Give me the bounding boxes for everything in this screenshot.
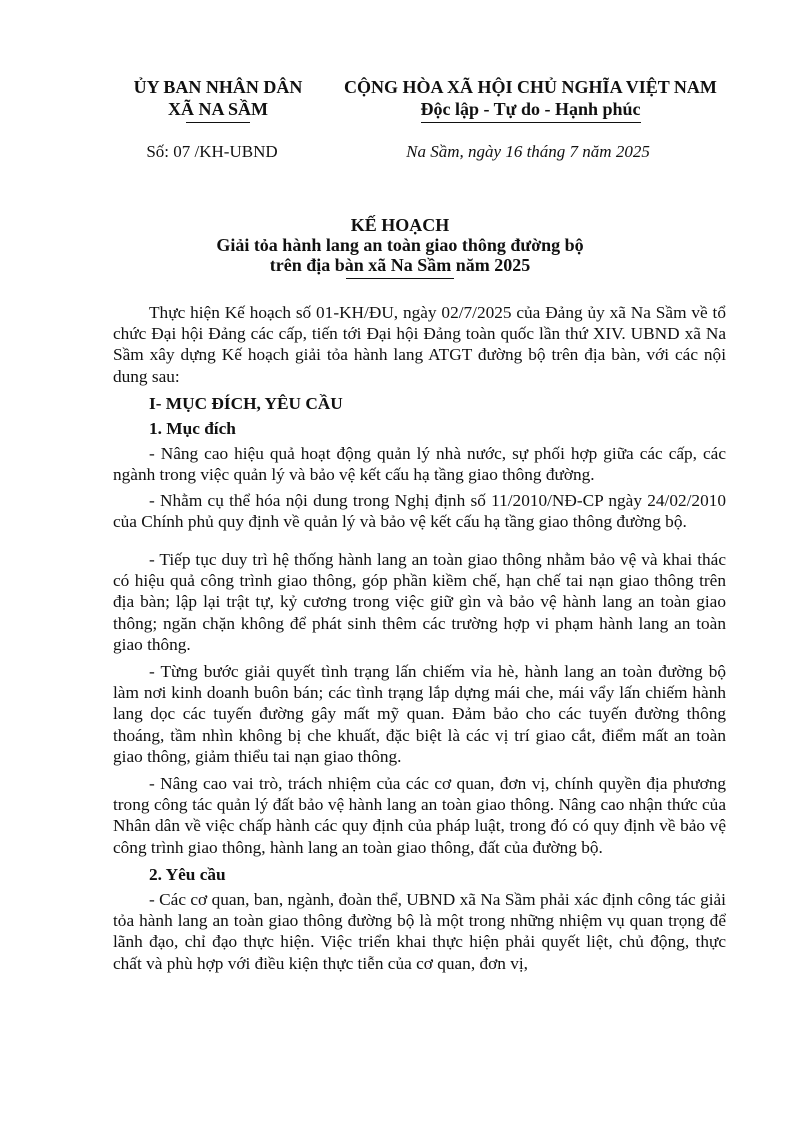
title-subject: Giải tỏa hành lang an toàn giao thông đường bộ: [216, 235, 584, 255]
national-motto: [328, 76, 733, 123]
issuing-agency: [118, 76, 318, 123]
title-scope: trên địa bàn xã Na Sầm năm 2025: [269, 255, 531, 275]
document-body: [113, 302, 726, 974]
section-heading: I- MỤC ĐÍCH, YÊU CẦU: [149, 393, 343, 413]
title-type: KẾ HOẠCH: [350, 215, 450, 235]
agency-name: ỦY BAN NHÂN DÂN: [133, 77, 303, 97]
body-paragraph: - Các cơ quan, ban, ngành, đoàn thể, UBND xã Na Sầm phải xác định công tác giải tỏa hành lang an toàn giao thông đường bộ là một trong những nhiệm vụ quan trọng để lãnh đạo, chỉ đạo thực hiện. Việc triển khai thực hiện phải quyết liệt, chủ động, thực chất và phù hợp với điều kiện thực tiễn của cơ quan, đơn vị,: [113, 890, 726, 973]
body-paragraph: - Nâng cao hiệu quả hoạt động quản lý nhà nước, sự phối hợp giữa các cấp, các ngành trong việc quản lý và bảo vệ kết cấu hạ tầng giao thông đường.: [113, 444, 726, 485]
place-date: Na Sầm, ngày 16 tháng 7 năm 2025: [406, 142, 650, 161]
body-paragraph: - Nhằm cụ thể hóa nội dung trong Nghị định số 11/2010/NĐ-CP ngày 24/02/2010 của Chính phủ quy định về quản lý và bảo vệ kết cấu hạ tầng giao thông đường bộ.: [113, 490, 726, 531]
subsection-heading: 1. Mục đích: [149, 419, 236, 439]
intro-paragraph: Thực hiện Kế hoạch số 01-KH/ĐU, ngày 02/7/2025 của Đảng ủy xã Na Sầm về tổ chức Đại hội Đảng các cấp, tiến tới Đại hội Đảng toàn quốc lần thứ XIV. UBND xã Na Sầm xây dựng Kế hoạch giải tỏa hành lang ATGT đường bộ trên địa bàn, với các nội dung sau:: [113, 303, 726, 386]
motto-underline: [421, 122, 641, 123]
document-number: Số: 07 /KH-UBND: [146, 142, 278, 161]
title-underline: [346, 278, 454, 279]
body-paragraph: - Tiếp tục duy trì hệ thống hành lang an toàn giao thông nhằm bảo vệ và khai thác có hiệu quả công trình giao thông, góp phần kiềm chế, hạn chế tai nạn giao thông trên địa bàn; lập lại trật tự, kỷ cương trong việc giữ gìn và bảo vệ hành lang an toàn giao thông; ngăn chặn không để phát sinh thêm các trường hợp vi phạm hành lang an toàn giao thông.: [113, 550, 726, 654]
commune-name: XÃ NA SẦM: [167, 99, 268, 119]
motto: Độc lập - Tự do - Hạnh phúc: [420, 99, 641, 119]
body-paragraph: - Từng bước giải quyết tình trạng lấn chiếm vỉa hè, hành lang an toàn đường bộ làm nơi kinh doanh buôn bán; các tình trạng lắp dựng mái che, mái vẩy lấn chiếm hành lang dọc các tuyến đường gây mất mỹ quan. Đảm bảo cho các tuyến đường thông thoáng, tầm nhìn không bị che khuất, đặc biệt là các vị trí giao cắt, điểm mất an toàn giao thông, giảm thiểu tai nạn giao thông.: [113, 662, 726, 766]
body-paragraph: - Nâng cao vai trò, trách nhiệm của các cơ quan, đơn vị, chính quyền địa phương trong công tác quản lý đất bảo vệ hành lang an toàn giao thông. Nâng cao nhận thức của Nhân dân về việc chấp hành các quy định của pháp luật, trong đó có quy định về bảo vệ công trình giao thông, hành lang an toàn giao thông, đất của đường bộ.: [113, 774, 726, 857]
document-title: [100, 215, 700, 279]
subsection-heading: 2. Yêu cầu: [149, 864, 226, 884]
nation-name: CỘNG HÒA XÃ HỘI CHỦ NGHĨA VIỆT NAM: [344, 77, 717, 97]
agency-underline: [186, 122, 250, 123]
